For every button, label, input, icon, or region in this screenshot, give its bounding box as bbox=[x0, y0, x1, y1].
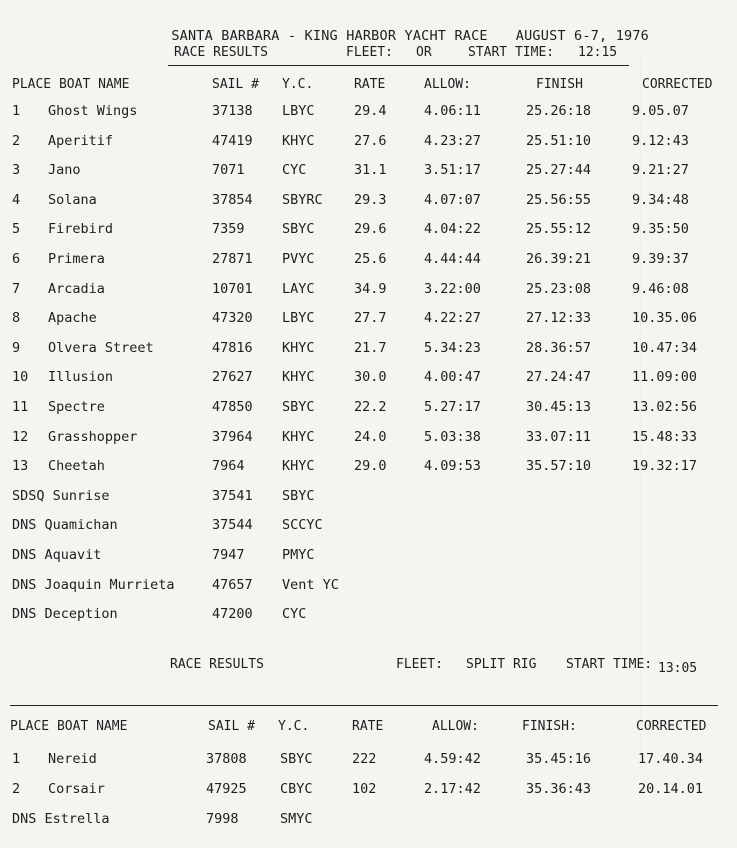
corrected-cell: 9.05.07 bbox=[632, 103, 689, 119]
rate-cell: 25.6 bbox=[354, 251, 387, 267]
rate-cell: 22.2 bbox=[354, 399, 387, 415]
table-row-unplaced bbox=[0, 606, 737, 630]
finish-cell: 25.51:10 bbox=[526, 132, 592, 149]
finish-cell: 25.26:18 bbox=[526, 103, 592, 119]
title-text: SANTA BARBARA - KING HARBOR YACHT RACE bbox=[171, 28, 488, 44]
sail-number-cell: 7964 bbox=[212, 458, 245, 475]
allowance-cell: 5.03:38 bbox=[424, 428, 481, 445]
corrected-cell: 9.39:37 bbox=[632, 251, 689, 267]
place-cell: 1 bbox=[12, 103, 21, 119]
sail-number-cell: 27871 bbox=[212, 251, 253, 267]
yacht-club-cell: KHYC bbox=[282, 428, 315, 445]
boat-name-cell: Primera bbox=[48, 251, 105, 267]
table-row bbox=[0, 192, 737, 216]
sail-number-cell: 10701 bbox=[212, 280, 253, 297]
finish-cell: 35.45:16 bbox=[526, 751, 592, 767]
place-cell: 11 bbox=[12, 399, 29, 415]
table-row bbox=[0, 103, 737, 127]
fleet2-fleet-label: FLEET: bbox=[396, 657, 443, 672]
fleet1-start-label: START TIME: bbox=[468, 45, 555, 60]
sail-number-cell: 47850 bbox=[212, 399, 253, 415]
corrected-cell: 9.12:43 bbox=[632, 132, 689, 149]
table-row bbox=[0, 399, 737, 423]
boat-name-cell: Corsair bbox=[48, 781, 105, 797]
rate-cell: 24.0 bbox=[354, 428, 387, 445]
finish-cell: 30.45:13 bbox=[526, 399, 592, 415]
sail-number-cell: 7071 bbox=[212, 162, 245, 179]
boat-name-cell: Spectre bbox=[48, 399, 105, 415]
yacht-club-cell: CYC bbox=[282, 606, 307, 623]
rate-cell: 30.0 bbox=[354, 369, 387, 386]
status-boat-name-cell: DNS Joaquin Murrieta bbox=[12, 576, 175, 593]
table-row bbox=[0, 310, 737, 334]
allowance-cell: 4.44:44 bbox=[424, 251, 481, 267]
fleet1-col-allow: ALLOW: bbox=[424, 77, 471, 92]
status-boat-name-cell: DNS Estrella bbox=[12, 811, 110, 827]
boat-name-cell: Aperitif bbox=[48, 132, 114, 149]
place-cell: 2 bbox=[12, 781, 21, 797]
allowance-cell: 5.27:17 bbox=[424, 399, 481, 415]
place-cell: 10 bbox=[12, 369, 29, 386]
allowance-cell: 4.07:07 bbox=[424, 191, 481, 208]
corrected-cell: 11.09:00 bbox=[632, 369, 698, 386]
rate-cell: 21.7 bbox=[354, 339, 387, 356]
table-row bbox=[0, 369, 737, 393]
allowance-cell: 4.04:22 bbox=[424, 221, 481, 238]
corrected-cell: 9.35:50 bbox=[632, 221, 689, 238]
place-cell: 9 bbox=[12, 339, 21, 356]
corrected-cell: 13.02:56 bbox=[632, 399, 698, 415]
rate-cell: 27.7 bbox=[354, 310, 387, 327]
finish-cell: 35.57:10 bbox=[526, 458, 592, 475]
place-cell: 7 bbox=[12, 280, 21, 297]
yacht-club-cell: LBYC bbox=[282, 103, 315, 119]
finish-cell: 27.24:47 bbox=[526, 369, 592, 386]
fleet2-start-label: START TIME: bbox=[566, 657, 653, 672]
boat-name-cell: Grasshopper bbox=[48, 428, 138, 445]
corrected-cell: 9.34:48 bbox=[632, 191, 689, 208]
table-row bbox=[0, 251, 737, 275]
sail-number-cell: 37808 bbox=[206, 751, 247, 767]
sail-number-cell: 27627 bbox=[212, 369, 253, 386]
fleet2-results-label: RACE RESULTS bbox=[170, 657, 264, 672]
yacht-club-cell: CBYC bbox=[280, 781, 313, 797]
table-row bbox=[0, 340, 737, 364]
boat-name-cell: Jano bbox=[48, 162, 81, 179]
yacht-club-cell: SCCYC bbox=[282, 517, 323, 534]
rate-cell: 27.6 bbox=[354, 132, 387, 149]
sail-number-cell: 47320 bbox=[212, 310, 253, 327]
sail-number-cell: 47200 bbox=[212, 606, 253, 623]
sail-number-cell: 37138 bbox=[212, 103, 253, 119]
finish-cell: 25.56:55 bbox=[526, 191, 592, 208]
allowance-cell: 4.06:11 bbox=[424, 103, 481, 119]
finish-cell: 28.36:57 bbox=[526, 339, 592, 356]
allowance-cell: 2.17:42 bbox=[424, 781, 481, 797]
table-row bbox=[0, 751, 737, 775]
status-boat-name-cell: SDSQ Sunrise bbox=[12, 487, 110, 504]
table-row bbox=[0, 458, 737, 482]
table-row bbox=[0, 429, 737, 453]
table-row bbox=[0, 162, 737, 186]
place-cell: 8 bbox=[12, 310, 21, 327]
yacht-club-cell: LBYC bbox=[282, 310, 315, 327]
allowance-cell: 3.22:00 bbox=[424, 280, 481, 297]
finish-cell: 27.12:33 bbox=[526, 310, 592, 327]
table-row-unplaced bbox=[0, 488, 737, 512]
fleet2-col-corrected: CORRECTED bbox=[636, 719, 707, 734]
fleet2-col-rate: RATE bbox=[352, 719, 384, 734]
rate-cell: 222 bbox=[352, 751, 377, 767]
table-row bbox=[0, 133, 737, 157]
sail-number-cell: 7359 bbox=[212, 221, 245, 238]
fleet2-fleet-value: SPLIT RIG bbox=[466, 657, 537, 672]
finish-cell: 33.07:11 bbox=[526, 428, 592, 445]
fleet2-col-place-boat: PLACE BOAT NAME bbox=[10, 719, 128, 734]
finish-cell: 26.39:21 bbox=[526, 251, 592, 267]
corrected-cell: 10.47:34 bbox=[632, 339, 698, 356]
allowance-cell: 4.09:53 bbox=[424, 458, 481, 475]
table-row-unplaced bbox=[0, 811, 737, 835]
fleet1-col-corrected: CORRECTED bbox=[642, 77, 713, 92]
fleet1-col-place-boat: PLACE BOAT NAME bbox=[12, 77, 130, 92]
yacht-club-cell: SBYC bbox=[280, 751, 313, 767]
yacht-club-cell: SBYC bbox=[282, 487, 315, 504]
sail-number-cell: 47925 bbox=[206, 781, 247, 797]
sail-number-cell: 7947 bbox=[212, 547, 245, 563]
allowance-cell: 4.22:27 bbox=[424, 310, 481, 327]
sail-number-cell: 47419 bbox=[212, 132, 253, 149]
place-cell: 6 bbox=[12, 251, 21, 267]
fleet2-rule bbox=[10, 705, 718, 706]
yacht-club-cell: KHYC bbox=[282, 132, 315, 149]
yacht-club-cell: SMYC bbox=[280, 811, 313, 827]
rate-cell: 102 bbox=[352, 781, 377, 797]
corrected-cell: 17.40.34 bbox=[638, 751, 704, 767]
status-boat-name-cell: DNS Aquavit bbox=[12, 547, 102, 563]
rate-cell: 29.3 bbox=[354, 191, 387, 208]
rate-cell: 29.6 bbox=[354, 221, 387, 238]
table-row-unplaced bbox=[0, 547, 737, 571]
yacht-club-cell: PVYC bbox=[282, 251, 315, 267]
finish-cell: 25.27:44 bbox=[526, 162, 592, 179]
corrected-cell: 19.32:17 bbox=[632, 458, 698, 475]
boat-name-cell: Apache bbox=[48, 310, 97, 327]
yacht-club-cell: KHYC bbox=[282, 369, 315, 386]
corrected-cell: 20.14.01 bbox=[638, 781, 704, 797]
boat-name-cell: Illusion bbox=[48, 369, 114, 386]
table-row-unplaced bbox=[0, 577, 737, 601]
fleet1-rule bbox=[168, 65, 629, 66]
sail-number-cell: 47657 bbox=[212, 576, 253, 593]
allowance-cell: 4.23:27 bbox=[424, 132, 481, 149]
fleet1-fleet-value: OR bbox=[416, 45, 432, 60]
fleet1-col-finish: FINISH bbox=[536, 77, 583, 92]
title-date: AUGUST 6-7, 1976 bbox=[515, 28, 650, 44]
status-boat-name-cell: DNS Deception bbox=[12, 606, 118, 623]
table-row bbox=[0, 221, 737, 245]
rate-cell: 31.1 bbox=[354, 162, 387, 179]
boat-name-cell: Nereid bbox=[48, 751, 97, 767]
yacht-club-cell: KHYC bbox=[282, 339, 315, 356]
fleet2-col-yc: Y.C. bbox=[278, 719, 310, 734]
sail-number-cell: 37544 bbox=[212, 517, 253, 534]
table-row bbox=[0, 781, 737, 805]
place-cell: 13 bbox=[12, 458, 29, 475]
rate-cell: 29.0 bbox=[354, 458, 387, 475]
corrected-cell: 9.46:08 bbox=[632, 280, 689, 297]
sail-number-cell: 37854 bbox=[212, 191, 253, 208]
place-cell: 12 bbox=[12, 428, 29, 445]
fleet1-col-sail: SAIL # bbox=[212, 77, 259, 92]
place-cell: 4 bbox=[12, 191, 21, 208]
fleet2-start-value: 13:05 bbox=[658, 661, 698, 676]
boat-name-cell: Cheetah bbox=[48, 458, 105, 475]
rate-cell: 29.4 bbox=[354, 103, 387, 119]
fleet1-start-value: 12:15 bbox=[578, 45, 618, 60]
fleet1-results-label: RACE RESULTS bbox=[174, 45, 268, 60]
yacht-club-cell: SBYC bbox=[282, 221, 315, 238]
yacht-club-cell: SBYC bbox=[282, 399, 315, 415]
yacht-club-cell: KHYC bbox=[282, 458, 315, 475]
status-boat-name-cell: DNS Quamichan bbox=[12, 517, 118, 534]
finish-cell: 25.55:12 bbox=[526, 221, 592, 238]
yacht-club-cell: Vent YC bbox=[282, 576, 339, 593]
boat-name-cell: Solana bbox=[48, 191, 97, 208]
finish-cell: 35.36:43 bbox=[526, 781, 592, 797]
boat-name-cell: Arcadia bbox=[48, 280, 105, 297]
corrected-cell: 10.35.06 bbox=[632, 310, 698, 327]
fleet1-fleet-label: FLEET: bbox=[346, 45, 393, 60]
corrected-cell: 15.48:33 bbox=[632, 428, 698, 445]
table-row-unplaced bbox=[0, 517, 737, 541]
rate-cell: 34.9 bbox=[354, 280, 387, 297]
sail-number-cell: 37541 bbox=[212, 487, 253, 504]
corrected-cell: 9.21:27 bbox=[632, 162, 689, 179]
boat-name-cell: Olvera Street bbox=[48, 339, 154, 356]
place-cell: 1 bbox=[12, 751, 21, 767]
boat-name-cell: Firebird bbox=[48, 221, 114, 238]
sail-number-cell: 47816 bbox=[212, 339, 253, 356]
yacht-club-cell: PMYC bbox=[282, 547, 315, 563]
place-cell: 5 bbox=[12, 221, 21, 238]
allowance-cell: 3.51:17 bbox=[424, 162, 481, 179]
fleet1-col-rate: RATE bbox=[354, 77, 386, 92]
allowance-cell: 5.34:23 bbox=[424, 339, 481, 356]
table-row bbox=[0, 281, 737, 305]
allowance-cell: 4.59:42 bbox=[424, 751, 481, 767]
fleet2-col-finish: FINISH: bbox=[522, 719, 577, 734]
fleet1-col-yc: Y.C. bbox=[282, 77, 314, 92]
fleet2-col-sail: SAIL # bbox=[208, 719, 255, 734]
sail-number-cell: 7998 bbox=[206, 811, 239, 827]
yacht-club-cell: LAYC bbox=[282, 280, 315, 297]
sail-number-cell: 37964 bbox=[212, 428, 253, 445]
yacht-club-cell: SBYRC bbox=[282, 191, 323, 208]
allowance-cell: 4.00:47 bbox=[424, 369, 481, 386]
place-cell: 3 bbox=[12, 162, 21, 179]
fleet2-col-allow: ALLOW: bbox=[432, 719, 479, 734]
place-cell: 2 bbox=[12, 132, 21, 149]
finish-cell: 25.23:08 bbox=[526, 280, 592, 297]
boat-name-cell: Ghost Wings bbox=[48, 103, 138, 119]
yacht-club-cell: CYC bbox=[282, 162, 307, 179]
